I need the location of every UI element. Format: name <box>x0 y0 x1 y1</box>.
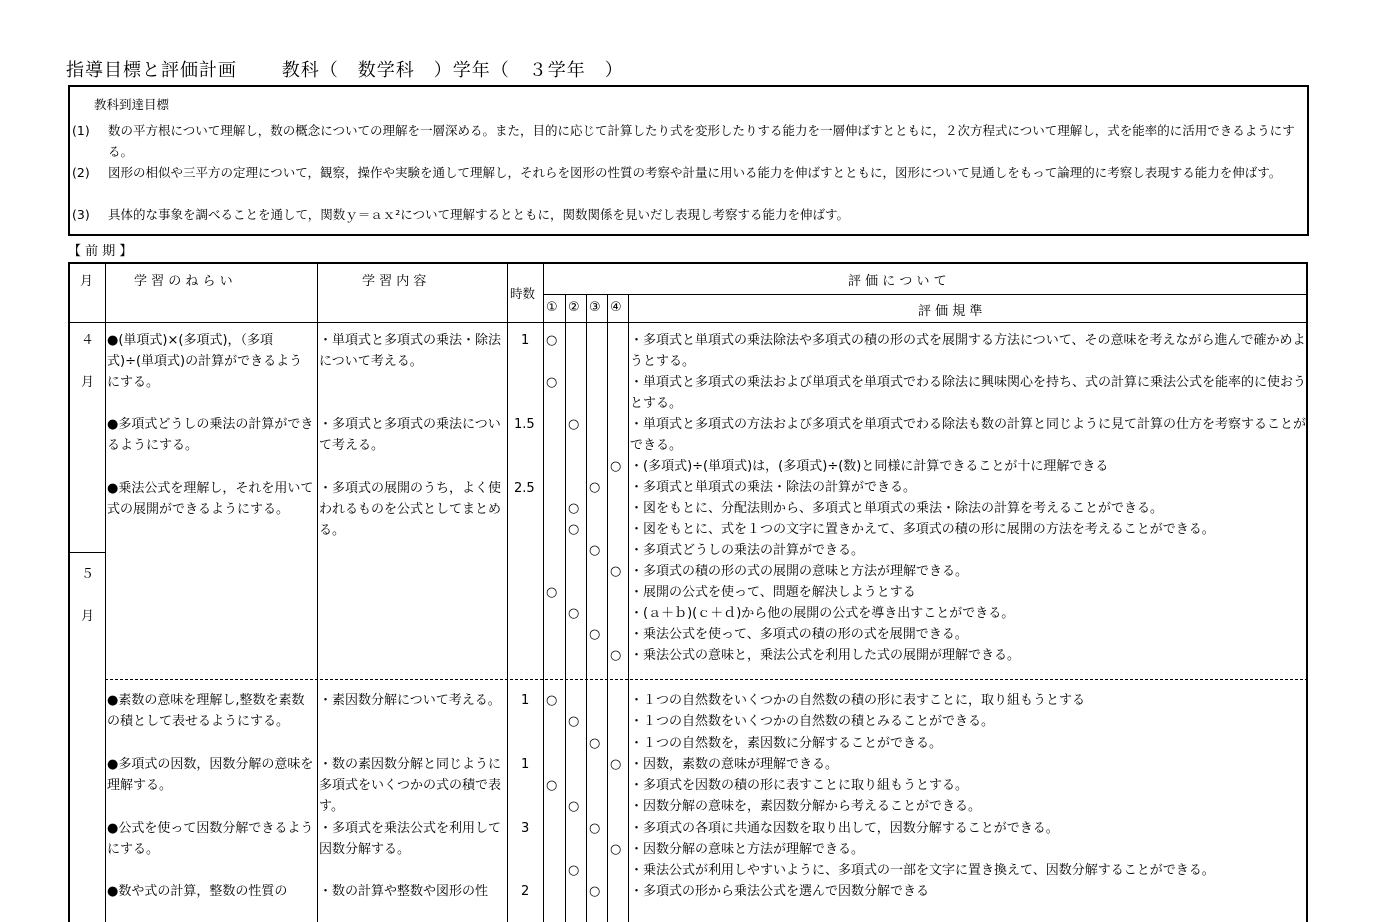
evaluation-mark: ○ <box>589 543 601 558</box>
header-aim: 学 習 の ね ら い <box>134 274 233 289</box>
evaluation-criterion: ・乗法公式を使って、多項式の積の形の式を展開できる。 <box>630 627 968 642</box>
evaluation-criterion: ・多項式どうしの乗法の計算ができる。 <box>630 543 865 558</box>
evaluation-criterion: ・乗法公式が利用しやすいように、多項式の一部を文字に置き換えて、因数分解することができる。 <box>630 863 1215 878</box>
month-label: 月 <box>81 375 95 390</box>
evaluation-mark: ○ <box>568 863 580 878</box>
evaluation-mark: ○ <box>568 501 580 516</box>
evaluation-mark: ○ <box>568 714 580 729</box>
learning-content: ・多項式と多項式の乗法について考える。 <box>319 417 501 453</box>
hours-value: 2 <box>521 884 530 899</box>
evaluation-mark: ○ <box>610 564 622 579</box>
goals-heading: 教科到達目標 <box>94 97 170 112</box>
header-criteria: 評 価 規 準 <box>918 304 983 319</box>
header-criterion-2: ② <box>568 300 580 315</box>
evaluation-plan-table <box>68 262 1308 922</box>
learning-aim: ●多項式の因数，因数分解の意味を理解する。 <box>107 757 314 793</box>
evaluation-mark: ○ <box>610 459 622 474</box>
hours-value: 1 <box>521 333 530 348</box>
evaluation-mark: ○ <box>568 799 580 814</box>
evaluation-criterion: ・(多項式)÷(単項式)は，(多項式)÷(数)と同様に計算できることが十に理解できる <box>630 459 1109 474</box>
evaluation-mark: ○ <box>546 333 558 348</box>
learning-content: ・数の素因数分解と同じように多項式をいくつかの式の積で表す。 <box>319 757 502 814</box>
evaluation-criterion: ・因数，素数の意味が理解できる。 <box>630 757 839 772</box>
learning-aim: ●数や式の計算，整数の性質の <box>107 884 288 899</box>
evaluation-mark: ○ <box>610 842 622 857</box>
evaluation-criterion: ・単項式と多項式の乗法および単項式を単項式でわる除法に興味関心を持ち、式の計算に乗法公式を能率的に使おうとする。 <box>630 375 1307 411</box>
evaluation-mark: ○ <box>610 757 622 772</box>
evaluation-mark: ○ <box>589 736 601 751</box>
evaluation-mark: ○ <box>568 606 580 621</box>
month-label: 月 <box>81 609 95 624</box>
evaluation-criterion: ・多項式の各項に共通な因数を取り出して，因数分解することができる。 <box>630 821 1059 836</box>
evaluation-mark: ○ <box>546 693 558 708</box>
header-evaluation: 評 価 に つ い て <box>848 274 947 289</box>
goal-text: 数の平方根について理解し，数の概念についての理解を一層深める。また，目的に応じて計算したり式を変形したりする能力を一層伸ばすとともに，２次方程式について理解し，式を能率的に活用できるようにする。 <box>108 123 1295 159</box>
header-content: 学 習 内 容 <box>362 274 427 289</box>
evaluation-criterion: ・多項式と単項式の乗法・除法の計算ができる。 <box>630 480 917 495</box>
hours-value: 3 <box>521 821 530 836</box>
learning-aim: ●多項式どうしの乗法の計算ができるようにする。 <box>107 417 314 453</box>
evaluation-criterion: ・展開の公式を使って、問題を解決しようとする <box>630 585 916 600</box>
learning-content: ・数の計算や整数や図形の性 <box>319 884 489 899</box>
hours-value: 1 <box>521 757 530 772</box>
learning-aim: ●素数の意味を理解し,整数を素数の積として表せるようにする。 <box>107 693 305 729</box>
evaluation-criterion: ・乗法公式の意味と，乗法公式を利用した式の展開が理解できる。 <box>630 648 1021 663</box>
term-label: 【 前 期 】 <box>68 244 133 259</box>
learning-content: ・単項式と多項式の乗法・除法について考える。 <box>319 333 502 369</box>
goal-text: 図形の相似や三平方の定理について，観察，操作や実験を通して理解し，それらを図形の性質の考察や計量に用いる能力を伸ばすとともに，図形について見通しをもって論理的に考察し表現する能力を伸ばす。 <box>108 165 1282 180</box>
evaluation-criterion: ・多項式の形から乗法公式を選んで因数分解できる <box>630 884 930 899</box>
evaluation-criterion: ・因数分解の意味と方法が理解できる。 <box>630 842 865 857</box>
learning-content: ・多項式の展開のうち，よく使われるものを公式としてまとめる。 <box>319 481 502 538</box>
goal-number: (2) <box>72 165 90 180</box>
evaluation-mark: ○ <box>568 522 580 537</box>
evaluation-criterion: ・１つの自然数を，素因数に分解することができる。 <box>630 736 943 751</box>
evaluation-mark: ○ <box>568 417 580 432</box>
page-title: 指導目標と評価計画 教科（ 数学科 ）学年（ ３学年 ） <box>66 60 624 81</box>
hours-value: 1 <box>521 693 530 708</box>
evaluation-criterion: ・多項式を因数の積の形に表すことに取り組もうとする。 <box>630 778 969 793</box>
evaluation-mark: ○ <box>546 375 558 390</box>
learning-aim: ●公式を使って因数分解できるようにする。 <box>107 821 314 857</box>
learning-content: ・多項式を乗法公式を利用して因数分解する。 <box>319 821 502 857</box>
subject-goals-box <box>68 85 1309 236</box>
learning-content: ・素因数分解について考える。 <box>319 693 501 708</box>
evaluation-criterion: ・単項式と多項式の方法および多項式を単項式でわる除法も数の計算と同じように見て計算の仕方を考察することができる。 <box>630 417 1307 453</box>
header-criterion-3: ③ <box>589 300 601 315</box>
evaluation-criterion: ・因数分解の意味を，素因数分解から考えることができる。 <box>630 799 982 814</box>
hours-value: 2.5 <box>514 481 535 496</box>
goal-text: 具体的な事象を調べることを通して，関数ｙ＝ａｘ²について理解するとともに，関数関係を見いだし表現し考察する能力を伸ばす。 <box>108 207 850 222</box>
learning-aim: ●(単項式)×(多項式)，（多項式)÷(単項式)の計算ができるようにする。 <box>107 333 303 390</box>
header-month: 月 <box>80 274 94 289</box>
evaluation-mark: ○ <box>610 648 622 663</box>
goal-number: (3) <box>72 207 90 222</box>
evaluation-mark: ○ <box>546 778 558 793</box>
evaluation-mark: ○ <box>546 585 558 600</box>
evaluation-criterion: ・多項式の積の形の式の展開の意味と方法が理解できる。 <box>630 564 969 579</box>
evaluation-criterion: ・１つの自然数をいくつかの自然数の積とみることができる。 <box>630 714 995 729</box>
month-label: ４ <box>81 333 95 348</box>
evaluation-criterion: ・図をもとに、分配法則から、多項式と単項式の乗法・除法の計算を考えることができる。 <box>630 501 1164 516</box>
hours-value: 1.5 <box>514 417 535 432</box>
evaluation-criterion: ・(ａ＋ｂ)(ｃ＋ｄ)から他の展開の公式を導き出すことができる。 <box>630 606 1015 621</box>
evaluation-mark: ○ <box>589 821 601 836</box>
evaluation-mark: ○ <box>589 480 601 495</box>
learning-aim: ●乗法公式を理解し，それを用いて式の展開ができるようにする。 <box>107 481 314 517</box>
evaluation-mark: ○ <box>589 627 601 642</box>
header-criterion-4: ④ <box>610 300 622 315</box>
month-label: ５ <box>81 567 95 582</box>
header-hours: 時数 <box>510 286 536 301</box>
goal-number: (1) <box>72 123 90 138</box>
evaluation-criterion: ・多項式と単項式の乗法除法や多項式の積の形の式を展開する方法について、その意味を考えながら進んで確かめようとする。 <box>630 333 1306 369</box>
header-criterion-1: ① <box>546 300 558 315</box>
evaluation-mark: ○ <box>589 884 601 899</box>
evaluation-criterion: ・図をもとに、式を１つの文字に置きかえて、多項式の積の形に展開の方法を考えることができる。 <box>630 522 1215 537</box>
evaluation-criterion: ・１つの自然数をいくつかの自然数の積の形に表すことに，取り組もうとする <box>630 693 1086 708</box>
